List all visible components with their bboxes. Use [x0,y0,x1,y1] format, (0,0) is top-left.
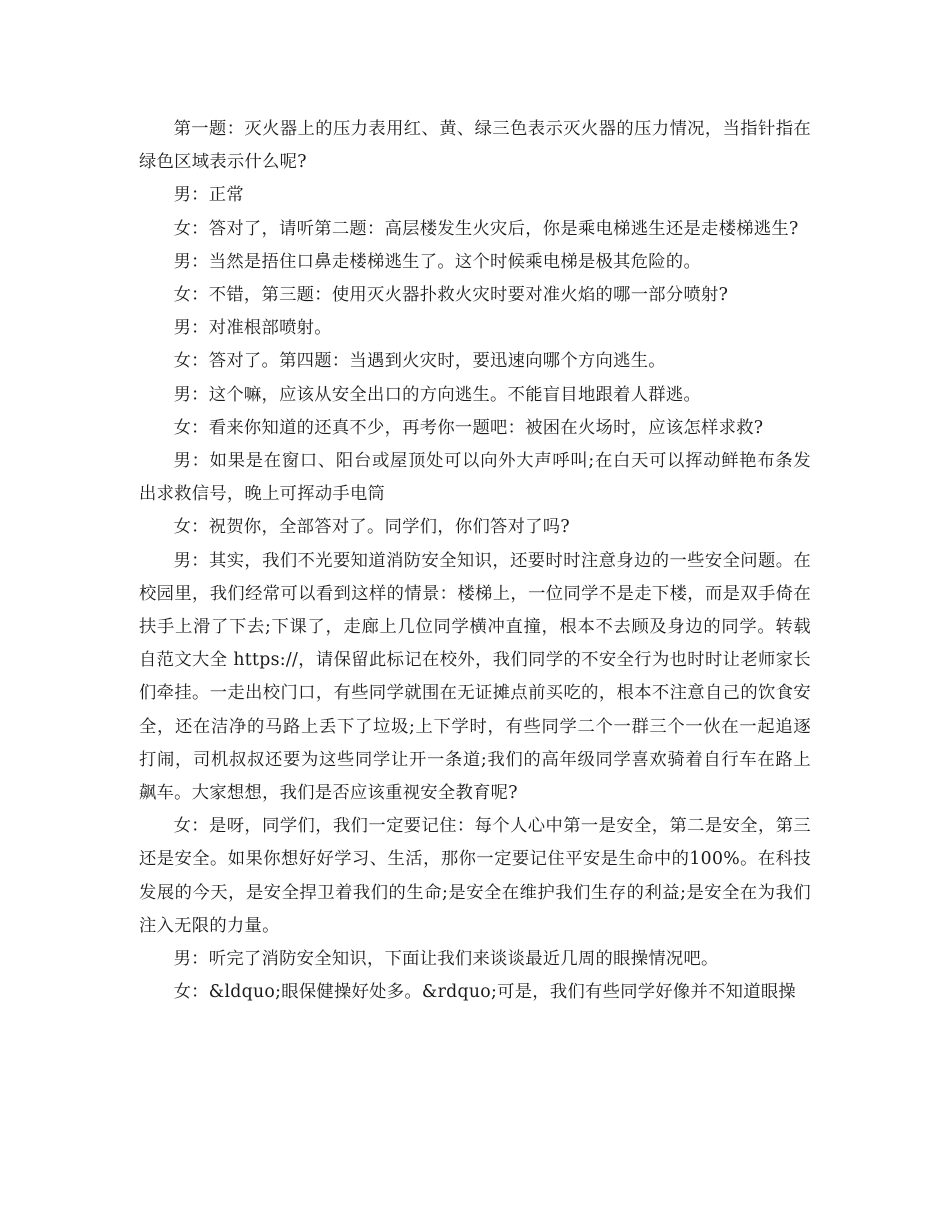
document-body [139,113,811,1009]
paragraph-eye-exercise-intro: 男：听完了消防安全知识，下面让我们来谈谈最近几周的眼操情况吧。 [173,949,719,970]
paragraph-question-5: 女：看来你知道的还真不少，再考你一题吧：被困在火场时，应该怎样求救? [173,417,764,438]
paragraph-answer-5: 男：如果是在窗口、阳台或屋顶处可以向外大声呼叫;在白天可以挥动鲜艳布条发出求救信号，晚上可挥动手电筒 [139,451,811,505]
paragraph-question-3: 女：不错，第三题：使用灭火器扑救火灾时要对准火焰的哪一部分喷射? [173,285,729,306]
paragraph-question-4: 女：答对了。第四题：当遇到火灾时，要迅速向哪个方向逃生。 [173,351,666,372]
paragraph-safety-issues: 男：其实，我们不光要知道消防安全知识，还要时时注意身边的一些安全问题。在校园里，我们经常可以看到这样的情景：楼梯上，一位同学不是走下楼，而是双手倚在扶手上滑了下去;下课了，走廊上几位同学横冲直撞，根本不去顾及身边的同学。转载自范文大全 https://，请保留此标记在校外，我们同学的不安全行为也时时让老师家长们牵挂。一走出校门口，有些同学就围在无证摊点前买吃的，根本不注意自己的饮食安全，还在洁净的马路上丢下了垃圾;上下学时，有些同学二个一群三个一伙在一起追逐打闹，司机叔叔还要为这些同学让开一条道;我们的高年级同学喜欢骑着自行车在路上飙车。大家想想，我们是否应该重视安全教育呢? [139,550,811,804]
paragraph-question-2: 女：答对了，请听第二题：高层楼发生火灾后，你是乘电梯逃生还是走楼梯逃生? [173,218,799,239]
paragraph-answer-2: 男：当然是捂住口鼻走楼梯逃生了。这个时候乘电梯是极其危险的。 [173,251,702,272]
paragraph-congrats: 女：祝贺你，全部答对了。同学们，你们答对了吗? [173,517,570,538]
paragraph-answer-1: 男：正常 [173,185,244,206]
paragraph-answer-3: 男：对准根部喷射。 [173,318,332,339]
paragraph-question-1: 第一题：灭火器上的压力表用红、黄、绿三色表示灭火器的压力情况，当指针指在绿色区域表示什么呢? [139,119,811,173]
paragraph-answer-4: 男：这个嘛，应该从安全出口的方向逃生。不能盲目地跟着人群逃。 [173,384,702,405]
paragraph-eye-exercise: 女：&ldquo;眼保健操好处多。&rdquo;可是，我们有些同学好像并不知道眼操 [173,982,797,1003]
paragraph-safety-first: 女：是呀，同学们，我们一定要记住：每个人心中第一是安全，第二是安全，第三还是安全。如果你想好好学习、生活，那你一定要记住平安是生命中的100%。在科技发展的今天，是安全捍卫着我们的生命;是安全在维护我们生存的利益;是安全在为我们注入无限的力量。 [139,816,811,936]
